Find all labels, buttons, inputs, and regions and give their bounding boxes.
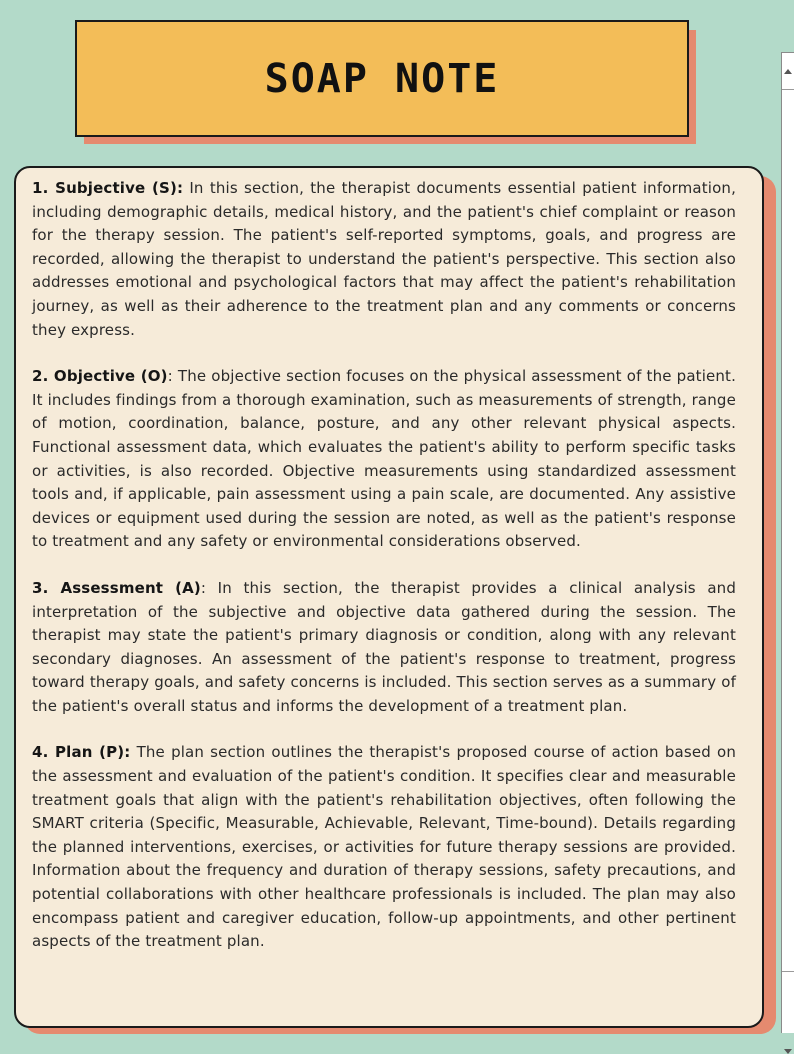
title-banner xyxy=(75,20,689,137)
section-heading: 2. Objective (O) xyxy=(32,367,168,386)
section-body: In this section, the therapist documents essential patient information, including demographic details, medical history, and the patient's chief complaint or reason for the therapy session. The patient's self-reported symptoms, goals, and progress are recorded, allowing the therapist to understand the patient's perspective. This section also addresses emotional and psychological factors that may affect the patient's rehabilitation journey, as well as their adherence to the treatment plan and any comments or concerns they express. xyxy=(32,179,737,339)
section-body: : The objective section focuses on the physical assessment of the patient. It includes findings from a thorough examination, such as measurements of strength, range of motion, coordination, balance, posture, and any other relevant physical aspects. Functional assessment data, which evaluates the patient's ability to perform specific tasks or activities, is also recorded. Objective measurements using standardized assessment tools and, if applicable, pain assessment using a pain scale, are documented. Any assistive devices or equipment used during the session are noted, as well as the patient's response to treatment and any safety or environmental considerations observed. xyxy=(32,367,737,551)
section-subjective xyxy=(32,177,736,342)
section-heading: 3. Assessment (A) xyxy=(32,578,201,597)
section-heading: 4. Plan (P): xyxy=(32,743,131,762)
section-heading: 1. Subjective (S): xyxy=(32,179,184,197)
section-body: The plan section outlines the therapist's proposed course of action based on the assessment and evaluation of the patient's condition. It specifies clear and measurable treatment goals that align with the patient's rehabilitation objectives, often following the SMART criteria (Specific, Measurable, Achievable, Relevant, Time-bound). Details regarding the planned interventions, exercises, or activities for future therapy sessions are provided. Information about the frequency and duration of therapy sessions, safety precautions, and potential collaborations with other healthcare professionals is included. The plan may also encompass patient and caregiver education, follow-up appointments, and other pertinent aspects of the treatment plan. xyxy=(32,743,736,951)
page-title: SOAP NOTE xyxy=(264,55,500,102)
scrollbar-divider xyxy=(782,89,794,90)
section-body: : In this section, the therapist provides a clinical analysis and interpretation of the subjective and objective data gathered during the session. The therapist may state the patient's primary diagnosis or condition, along with any relevant secondary diagnoses. An assessment of the patient's response to treatment, progress toward therapy goals, and safety concerns is included. This section serves as a summary of the patient's overall status and informs the development of a treatment plan. xyxy=(32,578,736,715)
section-objective xyxy=(32,365,736,554)
side-scrollbar[interactable] xyxy=(781,52,794,1033)
section-assessment xyxy=(32,577,736,719)
section-plan xyxy=(32,741,736,953)
scrollbar-divider xyxy=(782,971,794,972)
scroll-up-icon[interactable] xyxy=(784,69,792,74)
soap-content-card xyxy=(14,166,764,1028)
scroll-down-icon[interactable] xyxy=(784,1049,792,1054)
